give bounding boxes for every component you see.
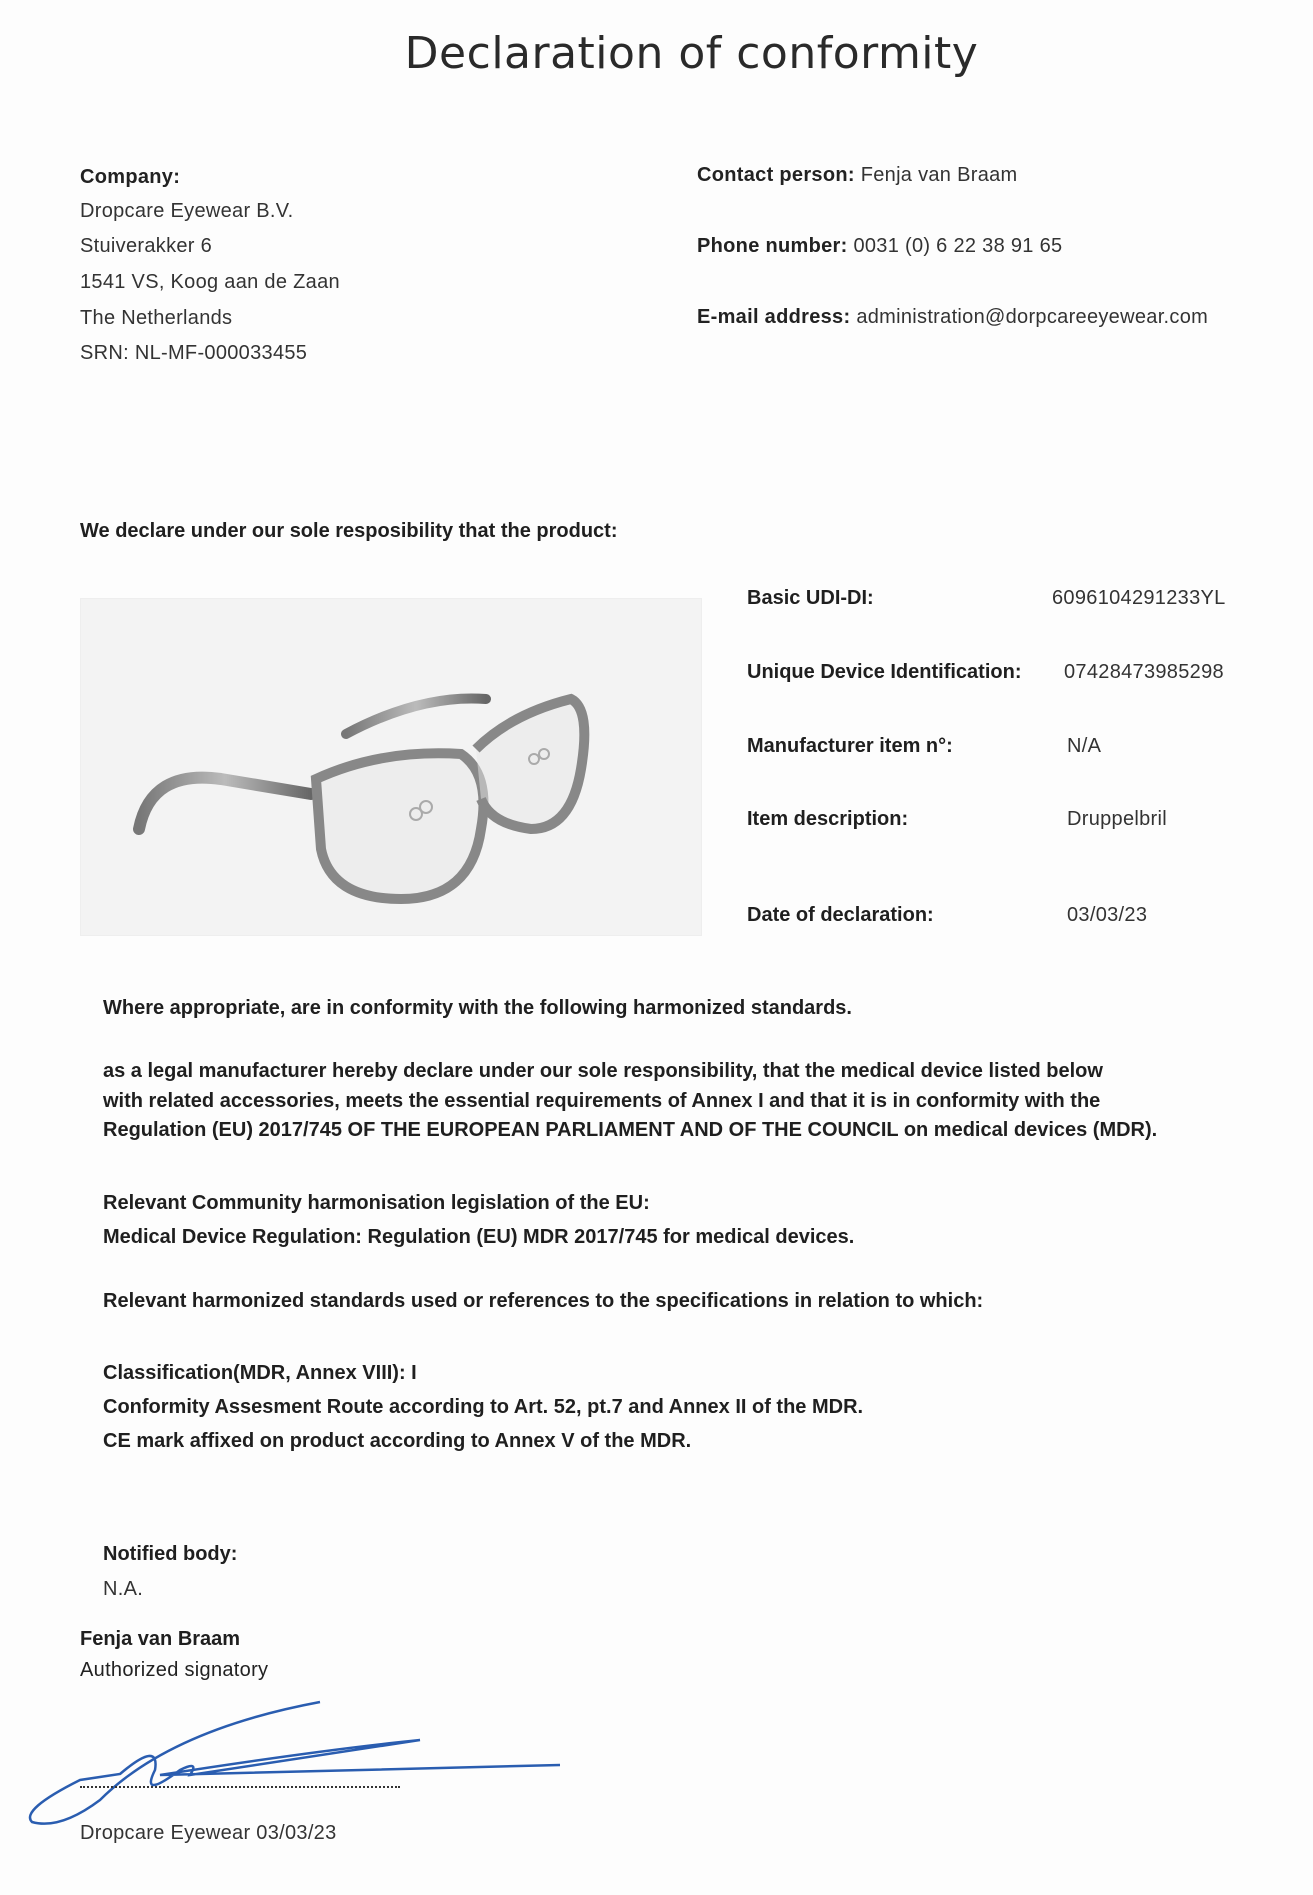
email-address: [697, 306, 1208, 329]
contact-person-value: Fenja van Braam: [860, 164, 1018, 186]
contact-person-label: Contact person:: [697, 164, 855, 186]
declare-intro: We declare under our sole resposibility that the product:: [80, 520, 618, 542]
product-value: 07428473985298: [1064, 661, 1224, 683]
glasses-icon: [81, 599, 701, 935]
product-value: N/A: [1067, 735, 1102, 757]
company-line: The Netherlands: [80, 307, 233, 329]
signatory-role: Authorized signatory: [80, 1659, 269, 1681]
legislation-line: Relevant Community harmonisation legislation of the EU:: [103, 1192, 650, 1214]
company-srn: SRN: NL-MF-000033455: [80, 342, 308, 364]
notified-body-value: N.A.: [103, 1578, 144, 1600]
legal-line: as a legal manufacturer hereby declare under our sole responsibility, that the medical device listed below: [103, 1060, 1103, 1082]
email-label: E-mail address:: [697, 306, 851, 328]
product-label: Date of declaration:: [747, 904, 934, 926]
classification-line: CE mark affixed on product according to Annex V of the MDR.: [103, 1430, 692, 1452]
contact-person: [697, 164, 1018, 187]
company-label: Company:: [80, 166, 181, 188]
product-value: 03/03/23: [1067, 904, 1148, 926]
product-label: Item description:: [747, 808, 909, 830]
company-line: Dropcare Eyewear B.V.: [80, 200, 294, 222]
signature-icon: [20, 1690, 580, 1840]
legal-line: with related accessories, meets the essential requirements of Annex I and that it is in conformity with the: [103, 1090, 1101, 1112]
legislation-line: Medical Device Regulation: Regulation (EU) MDR 2017/745 for medical devices.: [103, 1226, 855, 1248]
page-title: Declaration of conformity: [404, 28, 979, 79]
signature-line: [80, 1786, 400, 1788]
standards-line: Relevant harmonized standards used or references to the specifications in relation to which:: [103, 1290, 984, 1312]
phone-value: 0031 (0) 6 22 38 91 65: [853, 235, 1063, 257]
company-line: 1541 VS, Koog aan de Zaan: [80, 271, 340, 293]
product-value: Druppelbril: [1067, 808, 1168, 830]
product-label: Unique Device Identification:: [747, 661, 1022, 683]
product-image: [80, 598, 702, 936]
product-label: Basic UDI-DI:: [747, 587, 874, 609]
signatory-name: Fenja van Braam: [80, 1628, 241, 1650]
conformity-statement: Where appropriate, are in conformity with the following harmonized standards.: [103, 997, 852, 1019]
legal-line: Regulation (EU) 2017/745 OF THE EUROPEAN PARLIAMENT AND OF THE COUNCIL on medical devices (MDR).: [103, 1119, 1158, 1141]
classification-line: Conformity Assesment Route according to Art. 52, pt.7 and Annex II of the MDR.: [103, 1396, 864, 1418]
signature-footer: Dropcare Eyewear 03/03/23: [80, 1822, 337, 1844]
email-value: administration@dorpcareeyewear.com: [856, 306, 1209, 328]
notified-body-label: Notified body:: [103, 1543, 238, 1565]
classification-line: Classification(MDR, Annex VIII): I: [103, 1362, 417, 1384]
product-label: Manufacturer item n°:: [747, 735, 953, 757]
phone-number: [697, 235, 1062, 258]
company-line: Stuiverakker 6: [80, 235, 213, 257]
product-value: 6096104291233YL: [1052, 587, 1226, 609]
phone-label: Phone number:: [697, 235, 848, 257]
